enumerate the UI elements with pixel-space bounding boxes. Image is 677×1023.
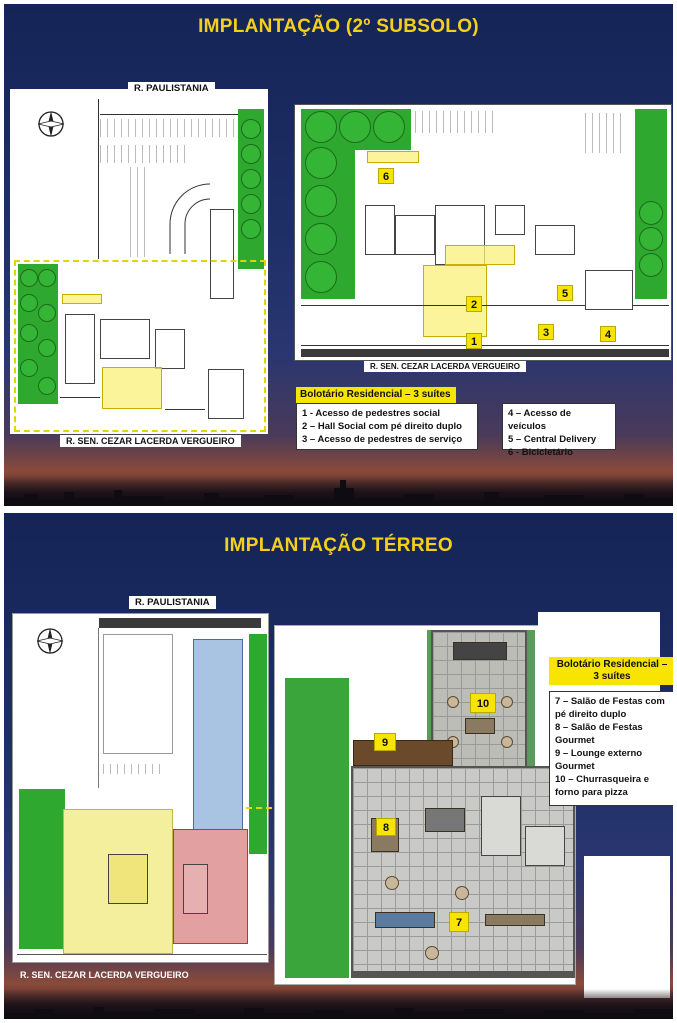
- panel-ground-floor: [4, 513, 673, 1019]
- tree-icon: [38, 269, 56, 287]
- right-detail-plan: [274, 625, 576, 985]
- legend-item: 2 – Hall Social com pé direito duplo: [302, 421, 462, 432]
- parking-row: [103, 764, 163, 774]
- hall-zone: [445, 245, 515, 265]
- marker-3: 3: [538, 324, 554, 340]
- vehicle-access: [585, 270, 633, 310]
- street-label-bottom: R. SEN. CEZAR LACERDA VERGUEIRO: [60, 435, 241, 447]
- legend-item: 10 – Churrasqueira e forno para pizza: [555, 774, 649, 798]
- service-room: [365, 205, 395, 255]
- tree-icon: [339, 111, 371, 143]
- legend-list-2: [502, 403, 616, 458]
- parking-row: [100, 119, 240, 137]
- marker-2: 2: [466, 296, 482, 312]
- tree-icon: [20, 294, 38, 312]
- tree-icon: [241, 194, 261, 214]
- external-lounge: [353, 740, 453, 766]
- room: [535, 225, 575, 255]
- chair: [501, 736, 513, 748]
- marker-9: 9: [374, 733, 396, 751]
- street-label-top: R. PAULISTANIA: [128, 82, 215, 95]
- tree-icon: [305, 261, 337, 293]
- legend-item: 5 – Central Delivery: [508, 434, 597, 445]
- legend-header: Bolotário Residencial – 3 suítes: [296, 387, 456, 403]
- tree-icon: [38, 377, 56, 395]
- panel-title: IMPLANTAÇÃO (2º SUBSOLO): [198, 16, 479, 37]
- green-area: [285, 678, 349, 978]
- parking-row: [130, 167, 150, 257]
- street-label-bottom: R. SEN. CEZAR LACERDA VERGUEIRO: [364, 361, 526, 372]
- chair: [447, 696, 459, 708]
- marker-4: 4: [600, 326, 616, 342]
- city-skyline-icon: [4, 989, 673, 1019]
- marker-5: 5: [557, 285, 573, 301]
- kitchen-island: [425, 808, 465, 832]
- tree-icon: [305, 147, 337, 179]
- legend-item: 3 – Acesso de pedestres de serviço: [302, 434, 463, 445]
- marker-8: 8: [376, 818, 396, 836]
- tree-icon: [241, 144, 261, 164]
- tree-icon: [241, 169, 261, 189]
- service-room: [65, 314, 95, 384]
- tree-icon: [20, 324, 38, 342]
- tree-icon: [305, 111, 337, 143]
- bike-rack-zone: [62, 294, 102, 304]
- legend-item: 4 – Acesso de veículos: [508, 408, 572, 432]
- street-label-top: R. PAULISTANIA: [129, 596, 216, 609]
- tree-icon: [241, 119, 261, 139]
- core-room: [100, 319, 150, 359]
- compass-icon: [35, 626, 65, 656]
- room: [395, 215, 435, 255]
- legend-header: Bolotário Residencial – 3 suítes: [549, 657, 673, 685]
- legend-list-1: [296, 403, 478, 450]
- service-zone: [193, 639, 243, 839]
- room: [155, 329, 185, 369]
- right-site-plan: [294, 104, 672, 361]
- legend-item: 7 – Salão de Festas com pé direito duplo: [555, 696, 665, 720]
- green-strip: [249, 634, 267, 854]
- hall-zone: [102, 367, 162, 409]
- parking-row: [415, 111, 495, 133]
- green-area: [19, 789, 65, 949]
- tree-icon: [38, 304, 56, 322]
- tree-icon: [305, 185, 337, 217]
- ramp: [160, 179, 220, 259]
- tree-icon: [639, 201, 663, 225]
- city-skyline-icon: [4, 476, 673, 506]
- chair: [455, 886, 469, 900]
- marker-7: 7: [449, 912, 469, 932]
- tree-icon: [639, 253, 663, 277]
- tree-icon: [373, 111, 405, 143]
- elevator-core: [525, 826, 565, 866]
- tree-icon: [305, 223, 337, 255]
- tree-icon: [639, 227, 663, 251]
- party-hall: [351, 766, 575, 978]
- legend-item: 6 - Bicicletário: [508, 447, 573, 458]
- table: [465, 718, 495, 734]
- marker-6: 6: [378, 168, 394, 184]
- chair: [385, 876, 399, 890]
- tree-icon: [38, 339, 56, 357]
- legend-item: 1 - Acesso de pedestres social: [302, 408, 440, 419]
- chair: [501, 696, 513, 708]
- bike-rack-zone: [367, 151, 419, 163]
- left-site-plan: [12, 613, 269, 963]
- panel-2nd-basement: [4, 4, 673, 506]
- parking-area: [103, 634, 173, 754]
- marker-1: 1: [466, 333, 482, 349]
- sofa: [375, 912, 435, 928]
- marker-10: 10: [470, 693, 496, 713]
- counter: [485, 914, 545, 926]
- barbecue-counter: [453, 642, 507, 660]
- elevator-core: [495, 205, 525, 235]
- stair-core: [481, 796, 521, 856]
- chair: [425, 946, 439, 960]
- left-site-plan: [10, 89, 268, 434]
- tree-icon: [20, 269, 38, 287]
- vehicle-access: [208, 369, 244, 419]
- compass-icon: [36, 109, 66, 139]
- parking-row: [100, 145, 190, 163]
- room: [183, 864, 208, 914]
- parking-row: [585, 113, 625, 153]
- tree-icon: [241, 219, 261, 239]
- legend-item: 8 – Salão de Festas Gourmet: [555, 722, 643, 746]
- panel-title: IMPLANTAÇÃO TÉRREO: [224, 535, 453, 556]
- room: [108, 854, 148, 904]
- tree-icon: [20, 359, 38, 377]
- street-label-bottom: R. SEN. CEZAR LACERDA VERGUEIRO: [20, 970, 189, 980]
- legend-item: 9 – Lounge externo Gourmet: [555, 748, 643, 772]
- legend-list: [549, 691, 673, 806]
